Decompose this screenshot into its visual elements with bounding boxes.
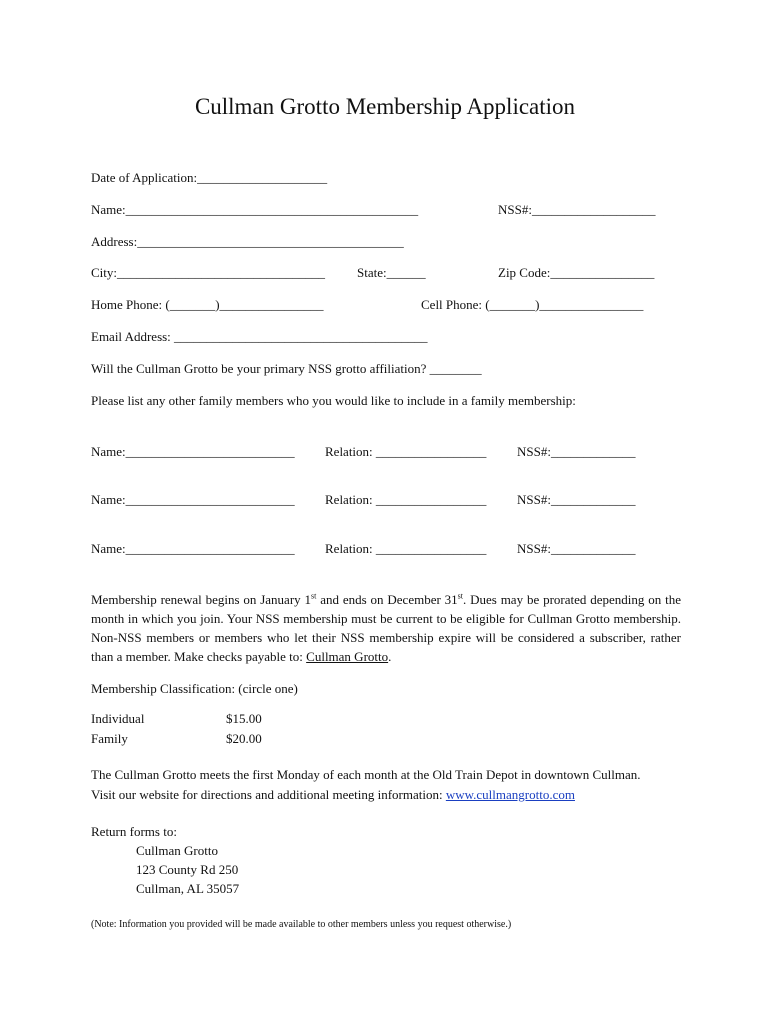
home-phone-field[interactable]: Home Phone: (_______)________________ — [91, 297, 324, 312]
renewal-text-1: Membership renewal begins on January 1 — [91, 592, 312, 607]
family-nss-field-3[interactable]: NSS#:_____________ — [517, 541, 636, 556]
privacy-note: (Note: Information you provided will be made available to other members unless you request otherwise.) — [91, 919, 512, 930]
page-title: Cullman Grotto Membership Application — [194, 94, 576, 119]
return-address-line-1: Cullman Grotto — [136, 843, 218, 858]
renewal-text-3: . Dues may be prorated depending on the month in which you join. Your NSS membership must be current to be eligible for Cullman Grotto membership. Non-NSS members or members who let their NSS membership expire will be considered a subscriber, rather than a member. Make checks payable to: — [91, 592, 681, 664]
return-address-line-2: 123 County Rd 250 — [136, 862, 239, 877]
family-name-field-2[interactable]: Name:__________________________ — [91, 492, 295, 507]
payee-name: Cullman Grotto — [306, 649, 389, 664]
state-field[interactable]: State:______ — [357, 265, 426, 280]
address-field[interactable]: Address:_________________________________________ — [91, 234, 404, 249]
meeting-info-line-2 — [91, 787, 575, 803]
family-relation-field-3[interactable]: Relation: _________________ — [325, 541, 487, 556]
email-address-field[interactable]: Email Address: _______________________________________ — [91, 329, 428, 344]
return-heading: Return forms to: — [91, 824, 177, 839]
renewal-sup-1: st — [311, 591, 317, 601]
renewal-sup-2: st — [457, 591, 464, 601]
option-family-price[interactable]: $20.00 — [226, 731, 262, 746]
meeting-info-text: Visit our website for directions and additional meeting information: — [91, 787, 446, 802]
name-field[interactable]: Name:_____________________________________________ — [91, 202, 419, 217]
renewal-text-2: and ends on December 31 — [316, 592, 458, 607]
option-individual-label[interactable]: Individual — [91, 711, 145, 726]
grotto-affiliation-field[interactable]: Will the Cullman Grotto be your primary NSS grotto affiliation? ________ — [91, 361, 482, 376]
family-name-field-3[interactable]: Name:__________________________ — [91, 541, 295, 556]
option-family-label[interactable]: Family — [91, 731, 128, 746]
cell-phone-field[interactable]: Cell Phone: (_______)________________ — [421, 297, 644, 312]
date-of-application-field[interactable]: Date of Application:____________________ — [91, 170, 328, 185]
family-nss-field-2[interactable]: NSS#:_____________ — [517, 492, 636, 507]
family-relation-field-2[interactable]: Relation: _________________ — [325, 492, 487, 507]
return-address-line-3: Cullman, AL 35057 — [136, 881, 240, 896]
meeting-info-line-1: The Cullman Grotto meets the first Monday of each month at the Old Train Depot in downtown Cullman. — [91, 767, 641, 782]
website-link[interactable]: www.cullmangrotto.com — [445, 787, 575, 802]
city-field[interactable]: City:________________________________ — [91, 265, 326, 280]
family-name-field-1[interactable]: Name:__________________________ — [91, 444, 295, 459]
option-individual-price[interactable]: $15.00 — [226, 711, 262, 726]
renewal-text-end: . — [388, 649, 392, 664]
family-members-prompt: Please list any other family members who you would like to include in a family membership: — [91, 393, 576, 408]
nss-number-field[interactable]: NSS#:___________________ — [498, 202, 656, 217]
renewal-paragraph — [91, 590, 681, 666]
classification-heading: Membership Classification: (circle one) — [91, 681, 298, 696]
zip-code-field[interactable]: Zip Code:________________ — [498, 265, 655, 280]
family-nss-field-1[interactable]: NSS#:_____________ — [517, 444, 636, 459]
family-relation-field-1[interactable]: Relation: _________________ — [325, 444, 487, 459]
